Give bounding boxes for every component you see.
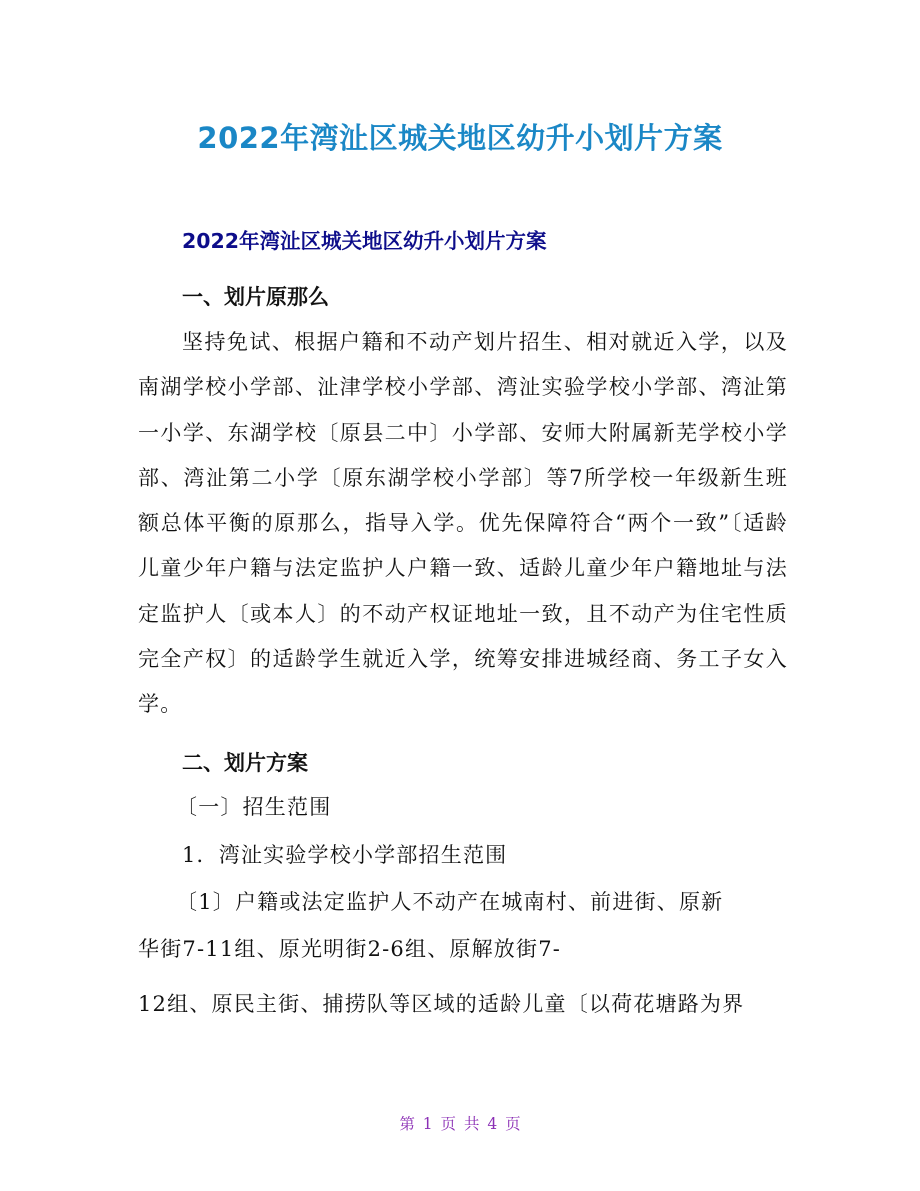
item-1-detail-line-2: 华街7-11组、原光明街2-6组、原解放街7- xyxy=(138,937,562,961)
section-1-paragraph: 坚持免试、根据户籍和不动产划片招生、相对就近入学，以及南湖学校小学部、沚津学校小学部、湾沚实验学校小学部、湾沚第一小学、东湖学校〔原县二中〕小学部、安师大附属新芜学校小学部、湾沚第二小学〔原东湖学校小学部〕等7所学校一年级新生班额总体平衡的原那么，指导入学。优先保障符合“两个一致”〔适龄儿童少年户籍与法定监护人户籍一致、适龄儿童少年户籍地址与法定监护人〔或本人〕的不动产权证地址一致，且不动产为住宅性质完全产权〕的适龄学生就近入学，统筹安排进城经商、务工子女入学。 xyxy=(138,330,788,717)
item-1-detail-line-1: 〔1〕户籍或法定监护人不动产在城南村、前进街、原新 xyxy=(176,890,724,914)
item-1-detail-line-3: 12组、原民主街、捕捞队等区域的适龄儿童〔以荷花塘路为界 xyxy=(138,992,745,1016)
subsection-1-label: 〔一〕招生范围 xyxy=(176,795,332,819)
section-1-heading: 一、划片原那么 xyxy=(182,285,329,309)
page-number-footer: 第 1 页 共 4 页 xyxy=(399,1115,521,1133)
document-title: 2022年湾沚区城关地区幼升小划片方案 xyxy=(197,121,723,155)
item-1-label: 1．湾沚实验学校小学部招生范围 xyxy=(182,843,508,867)
section-2-heading: 二、划片方案 xyxy=(182,751,308,775)
document-subtitle: 2022年湾沚区城关地区幼升小划片方案 xyxy=(182,229,547,253)
